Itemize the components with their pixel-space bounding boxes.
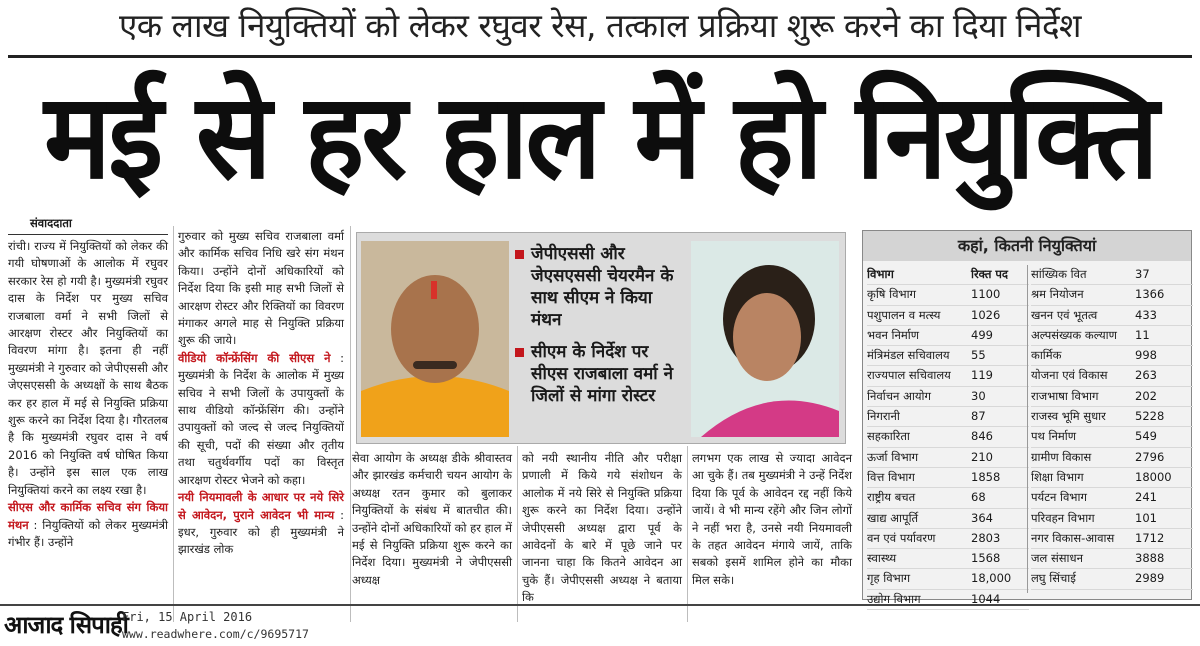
column-1-subtext: : नियुक्तियों को लेकर मुख्यमंत्री गंभीर हैं। उन्होंने xyxy=(8,517,168,549)
dept-name: योजना एवं विकास xyxy=(1031,368,1108,383)
article-column-1 xyxy=(8,238,168,551)
square-bullet-icon xyxy=(515,348,524,357)
column-divider xyxy=(517,446,518,622)
table-row xyxy=(1031,427,1193,447)
table-row xyxy=(867,590,1029,610)
article-column-3: सेवा आयोग के अध्यक्ष डीके श्रीवास्तव और झारखंड कर्मचारी चयन आयोग के अध्यक्ष रतन कुमार को बुलाकर नियुक्तियों के संबंध में बातचीत की। उन्होंने दोनों अधिकारियों को हर हाल में मई से नियुक्ति प्रक्रिया शुरू करने का निर्देश दिया। मुख्यमंत्री ने जेपीएससी अध्यक्ष xyxy=(352,451,512,587)
table-row xyxy=(867,407,1029,427)
vacancy-count: 2989 xyxy=(1135,571,1165,586)
dept-name: अल्पसंख्यक कल्याण xyxy=(1031,327,1117,342)
dept-name: ग्रामीण विकास xyxy=(1031,449,1092,464)
table-title: कहां, कितनी नियुक्तियां xyxy=(863,231,1191,261)
dept-name: खाद्य आपूर्ति xyxy=(867,510,919,525)
table-row xyxy=(1031,509,1193,529)
table-row xyxy=(1031,448,1193,468)
header-dept: विभाग xyxy=(867,267,894,281)
vacancy-count: 5228 xyxy=(1135,409,1165,424)
vacancy-count: 68 xyxy=(971,490,986,505)
dept-name: पथ निर्माण xyxy=(1031,429,1077,444)
cs-photo xyxy=(691,241,839,437)
vacancy-count: 998 xyxy=(1135,348,1157,363)
column-1-text: रांची। राज्य में नियुक्तियों को लेकर की गयी घोषणाओं के आलोक में रघुवर सरकार रेस हो गयी है। मुख्यमंत्री रघुवर दास के निर्देश पर मुख्य सचिव राजबाला वर्मा ने सभी जिलों से आरक्षण रोस्टर और नियुक्तियों का विवरण मांगा है। इतना ही नहीं मुख्यमंत्री ने गुरुवार को जेपीएससी और जेएसएससी के अध्यक्षों के साथ बैठक कर हर हाल में मई से नियुक्ति प्रक्रिया शुरू करने का निर्देश दिया है। गौरतलब है कि मुख्यमंत्री रघुवर दास ने वर्ष 2016 को नियुक्ति वर्ष घोषित किया है। उन्होंने इस साल एक लाख नियुक्तियां करने का लक्ष्य रखा है। xyxy=(8,239,168,497)
dept-name: वन एवं पर्यावरण xyxy=(867,530,936,545)
dept-name: राज्यपाल सचिवालय xyxy=(867,368,951,383)
publish-date: Fri, 15 April 2016 xyxy=(122,610,253,624)
dept-name: स्वास्थ्य xyxy=(867,551,897,566)
main-headline: मई से हर हाल में हो नियुक्ति xyxy=(44,68,1156,206)
byline-divider xyxy=(8,234,168,235)
vacancy-count: 1568 xyxy=(971,551,1001,566)
vacancy-count: 3888 xyxy=(1135,551,1165,566)
dept-name: खनन एवं भूतत्व xyxy=(1031,307,1098,322)
dept-name: मंत्रिमंडल सचिवालय xyxy=(867,348,950,363)
vacancy-count: 1100 xyxy=(971,287,1001,302)
vacancy-count: 210 xyxy=(971,449,993,464)
kicker-headline: एक लाख नियुक्तियों को लेकर रघुवर रेस, तत्काल प्रक्रिया शुरू करने का दिया निर्देश xyxy=(119,6,1081,45)
table-row xyxy=(867,509,1029,529)
article-column-5: लगभग एक लाख से ज्यादा आवेदन आ चुके हैं। तब मुख्यमंत्री ने उन्हें निर्देश दिया कि पूर्व के आवेदन रद्द नहीं किये जायें। वे भी मान्य रहेंगे और जिन लोगों ने नहीं भरा है, उनसे नयी नियमावली के तहत आवेदन मंगाये जायें, ताकि सबको इसमें शामिल होने का मौका मिल सके। xyxy=(692,451,852,587)
table-row xyxy=(1031,549,1193,569)
table-row xyxy=(1031,265,1193,285)
dept-name: निगरानी xyxy=(867,409,900,424)
dept-name: लघु सिंचाई xyxy=(1031,571,1076,586)
column-2-text: गुरुवार को मुख्य सचिव राजबाला वर्मा और कार्मिक सचिव निधि खरे संग मंथन किया। उन्होंने दोनों अधिकारियों को निर्देश दिया कि इसी माह सभी जिलों से आरक्षण रोस्टर और रिक्तियों का विवरण मंगाकर अगले माह से नियुक्ति प्रक्रिया शुरू की जाये। xyxy=(178,229,344,348)
vacancy-count: 18000 xyxy=(1135,469,1172,484)
subheading-new-rules: नयी नियमावली के आधार पर नये सिरे से आवेदन, पुराने आवेदन भी मान्य xyxy=(178,490,344,522)
dept-name: राजभाषा विभाग xyxy=(1031,388,1099,403)
table-left-column xyxy=(867,265,1029,610)
vacancy-count: 18,000 xyxy=(971,571,1012,586)
table-row xyxy=(867,346,1029,366)
footer-divider xyxy=(0,604,1200,606)
vacancy-count: 549 xyxy=(1135,429,1157,444)
vacancy-count: 202 xyxy=(1135,388,1157,403)
pull-quote-2: सीएम के निर्देश पर सीएस राजबाला वर्मा ने जिलों से मांगा रोस्टर xyxy=(531,342,674,406)
dept-name: राष्ट्रीय बचत xyxy=(867,490,916,505)
vacancy-count: 87 xyxy=(971,409,986,424)
column-divider xyxy=(350,226,351,622)
source-url: www.readwhere.com/c/9695717 xyxy=(122,627,309,641)
column-2-subtext-1: : मुख्यमंत्री के निर्देश के आलोक में मुख्य सचिव ने सभी जिलों के उपायुक्तों के साथ वीडियो कॉन्फ्रेंसिंग की। उन्होंने उपायुक्तों को जल्द से जल्द नियुक्तियों की सूची, पदों की संख्या और तृतीय तथा चतुर्थवर्गीय पदों का विस्तृत आरक्षण रोस्टर भेजने को कहा। xyxy=(178,350,344,487)
table-row xyxy=(867,285,1029,305)
table-row xyxy=(1031,387,1193,407)
vacancy-count: 241 xyxy=(1135,490,1157,505)
vacancy-count: 499 xyxy=(971,327,993,342)
vacancy-count: 263 xyxy=(1135,368,1157,383)
dept-name: पशुपालन व मत्स्य xyxy=(867,307,941,322)
column-divider xyxy=(687,446,688,622)
dept-name: भवन निर्माण xyxy=(867,327,920,342)
table-row xyxy=(1031,569,1193,589)
header-posts: रिक्त पद xyxy=(971,267,1009,281)
dept-name: गृह विभाग xyxy=(867,571,911,586)
table-right-column xyxy=(1031,265,1193,590)
dept-name: परिवहन विभाग xyxy=(1031,510,1095,525)
pull-quote-1: जेपीएससी और जेएसएससी चेयरमैन के साथ सीएम ने किया मंथन xyxy=(531,244,674,330)
column-2-subtext-2: : इधर, गुरुवार को ही मुख्यमंत्री ने झारखंड लोक xyxy=(178,507,345,557)
table-row xyxy=(867,448,1029,468)
vacancy-count: 433 xyxy=(1135,307,1157,322)
vacancy-count: 1858 xyxy=(971,469,1001,484)
dept-name: राजस्व भूमि सुधार xyxy=(1031,409,1106,424)
dept-name: सहकारिता xyxy=(867,429,910,444)
pull-quotes xyxy=(515,243,687,417)
byline: संवाददाता xyxy=(30,216,72,230)
dept-name: उद्योग विभाग xyxy=(867,591,921,606)
square-bullet-icon xyxy=(515,250,524,259)
subheading-video-conference: वीडियो कॉन्फ्रेंसिंग की सीएस ने xyxy=(178,350,331,365)
newspaper-masthead: आजाद सिपाही xyxy=(4,611,128,639)
vacancy-count: 846 xyxy=(971,429,993,444)
table-row xyxy=(1031,529,1193,549)
table-row xyxy=(867,549,1029,569)
vacancy-table xyxy=(862,230,1192,606)
table-row xyxy=(1031,407,1193,427)
vacancy-count: 1044 xyxy=(971,591,1001,606)
dept-name: जल संसाधन xyxy=(1031,551,1083,566)
table-row xyxy=(867,468,1029,488)
dept-name: कार्मिक xyxy=(1031,348,1062,363)
dept-name: नगर विकास-आवास xyxy=(1031,530,1115,545)
column-divider xyxy=(173,226,174,622)
table-row xyxy=(1031,326,1193,346)
vacancy-count: 1712 xyxy=(1135,530,1165,545)
cm-photo xyxy=(361,241,509,437)
table-row xyxy=(1031,346,1193,366)
table-row xyxy=(1031,285,1193,305)
table-divider xyxy=(1027,265,1028,593)
table-row xyxy=(1031,366,1193,386)
vacancy-count: 119 xyxy=(971,368,993,383)
pull-quote-item xyxy=(515,243,687,331)
vacancy-count: 101 xyxy=(1135,510,1157,525)
table-row xyxy=(867,326,1029,346)
article-column-4: को नयी स्थानीय नीति और परीक्षा प्रणाली में किये गये संशोधन के आलोक में नये सिरे से नियुक्ति प्रक्रिया शुरू करने का निर्देश दिया। उन्होंने जेपीएससी अध्यक्ष द्वारा पूर्व के आवेदनों के बारे में पूछे जाने पर जानना चाहा कि कितने आवेदन आ चुके हैं। जेपीएससी अध्यक्ष ने बताया कि xyxy=(522,451,682,605)
table-row xyxy=(1031,468,1193,488)
table-row xyxy=(867,387,1029,407)
article-column-2 xyxy=(178,228,344,559)
vacancy-count: 30 xyxy=(971,388,986,403)
subheading-cs-meeting: सीएस और कार्मिक सचिव संग किया मंथन xyxy=(8,500,168,532)
vacancy-count: 11 xyxy=(1135,327,1150,342)
vacancy-count: 1366 xyxy=(1135,287,1165,302)
table-row xyxy=(1031,488,1193,508)
table-header-row xyxy=(867,265,1029,285)
pull-quote-item xyxy=(515,341,687,407)
dept-name: शिक्षा विभाग xyxy=(1031,469,1084,484)
table-row xyxy=(867,366,1029,386)
dept-name: सांख्यिक वित xyxy=(1031,267,1087,281)
table-row xyxy=(1031,306,1193,326)
table-row xyxy=(867,427,1029,447)
table-row xyxy=(867,306,1029,326)
dept-name: पर्यटन विभाग xyxy=(1031,490,1087,505)
vacancy-count: 364 xyxy=(971,510,993,525)
dept-name: कृषि विभाग xyxy=(867,287,917,302)
photo-quote-box xyxy=(356,232,846,444)
dept-name: वित्त विभाग xyxy=(867,469,915,484)
vacancy-count: 2803 xyxy=(971,530,1001,545)
table-row xyxy=(867,569,1029,589)
table-row xyxy=(867,529,1029,549)
vacancy-count: 37 xyxy=(1135,267,1150,281)
dept-name: ऊर्जा विभाग xyxy=(867,449,919,464)
vacancy-count: 2796 xyxy=(1135,449,1165,464)
vacancy-count: 55 xyxy=(971,348,986,363)
dept-name: श्रम नियोजन xyxy=(1031,287,1084,302)
vacancy-count: 1026 xyxy=(971,307,1001,322)
dept-name: निर्वाचन आयोग xyxy=(867,388,931,403)
table-row xyxy=(867,488,1029,508)
